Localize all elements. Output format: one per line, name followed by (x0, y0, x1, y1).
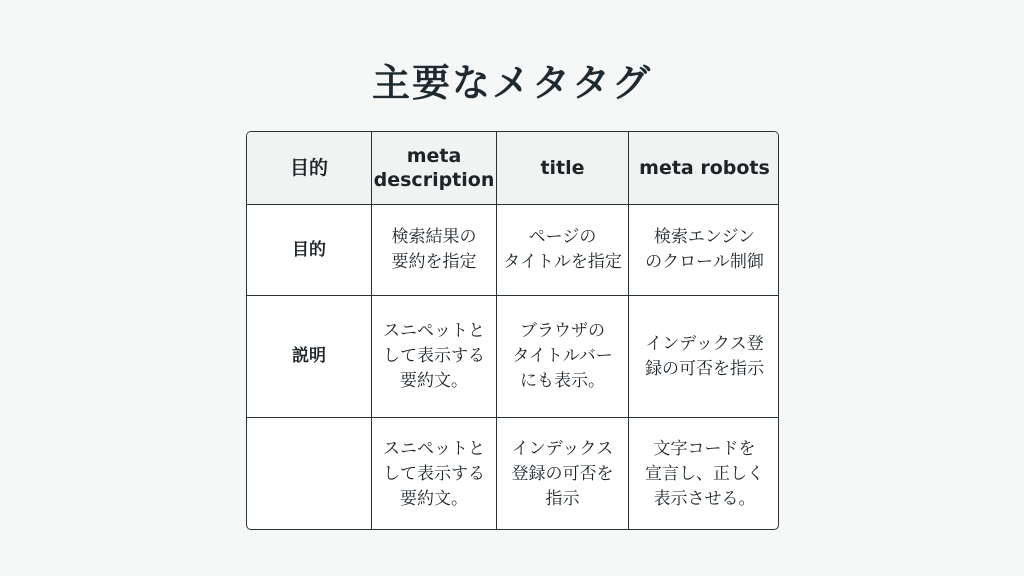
table-header-cell: 目的 (247, 132, 372, 205)
table-cell: スニペットと して表示する 要約文。 (372, 418, 497, 530)
table-cell: インデックス 登録の可否を 指示 (497, 418, 629, 530)
table-header-cell: title (497, 132, 629, 205)
table-row-label (247, 418, 372, 530)
table-cell: 検索エンジン のクロール制御 (629, 205, 779, 296)
table-cell: インデックス登 録の可否を指示 (629, 296, 779, 418)
table-cell: 検索結果の 要約を指定 (372, 205, 497, 296)
table-row-label: 説明 (247, 296, 372, 418)
table-header-cell: meta description (372, 132, 497, 205)
page-title: 主要なメタタグ (371, 61, 652, 105)
table-cell: スニペットと して表示する 要約文。 (372, 296, 497, 418)
meta-tag-table (246, 131, 779, 530)
table-cell: ページの タイトルを指定 (497, 205, 629, 296)
table-header-cell: meta robots (629, 132, 779, 205)
table-cell: ブラウザの タイトルバー にも表示。 (497, 296, 629, 418)
table-cell: 文字コードを 宣言し、正しく 表示させる。 (645, 439, 764, 509)
table-row-label: 目的 (247, 205, 372, 296)
